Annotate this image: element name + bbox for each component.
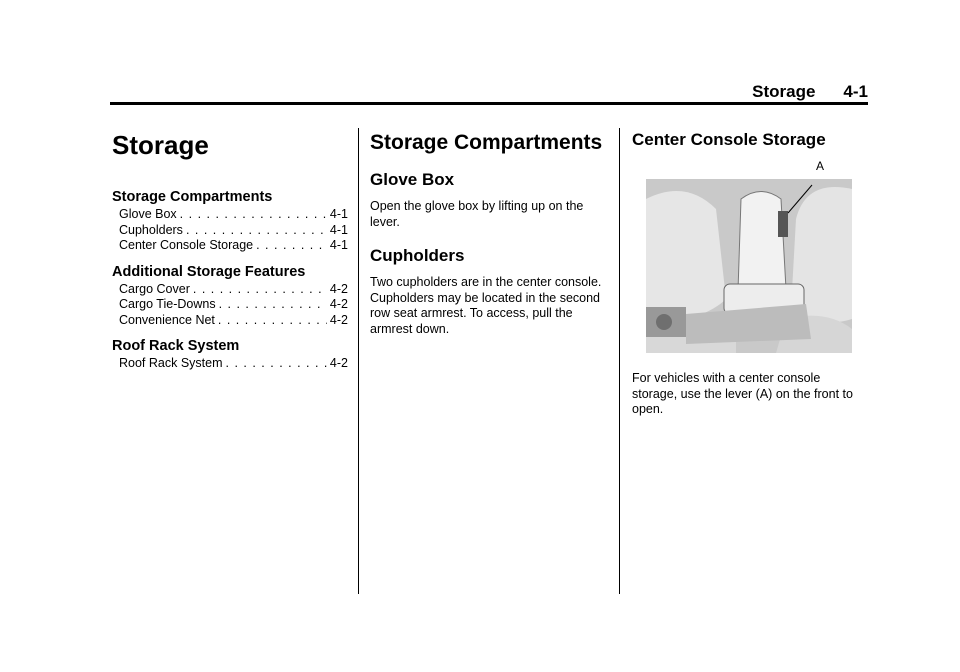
dot-leader [256,238,327,254]
cupholders-heading: Cupholders [370,246,465,265]
center-console-figure [632,159,858,359]
center-console-illustration [646,179,852,353]
toc-entry-label: Cargo Tie-Downs [119,297,216,311]
chapter-title: Storage [112,130,209,160]
toc-heading: Additional Storage Features [112,263,306,280]
toc-entry-page: 4-1 [329,222,348,237]
toc-entry-glove-box[interactable] [112,207,348,223]
dot-leader [218,313,327,329]
header-section: Storage [752,82,816,101]
figure-callout-a: A [816,159,825,173]
toc-entry-label: Cargo Cover [119,281,190,296]
toc-entry-page: 4-2 [329,356,348,370]
toc-entry-label: Convenience Net [119,312,215,327]
toc-entry-label: Cupholders [119,222,183,237]
dot-leader [186,223,327,239]
toc-entry-label: Center Console Storage [119,238,254,252]
toc-entry-convenience-net[interactable] [112,313,348,329]
glove-box-heading: Glove Box [370,170,455,189]
toc-section [112,189,348,254]
center-console-text: For vehicles with a center console storage, use the lever (A) on the front to open. [632,371,853,416]
middle-column [370,124,608,353]
dot-leader [180,207,327,223]
toc-entry-cargo-cover[interactable] [112,282,348,298]
header-rule [110,102,868,105]
toc-entry-page: 4-2 [329,297,348,311]
toc-entry-center-console-storage[interactable] [112,238,348,254]
toc-entry-label: Roof Rack System [119,356,223,370]
toc-entry-page: 4-2 [329,281,348,296]
column-divider [619,128,620,594]
toc-heading: Roof Rack System [112,338,240,354]
header-page-number: 4-1 [843,82,868,101]
toc-heading: Storage Compartments [112,189,273,205]
dot-leader [226,356,327,372]
toc-entry-page: 4-1 [329,207,348,221]
dot-leader [193,282,327,298]
right-column [632,124,864,434]
toc-section [112,338,348,372]
dot-leader [219,297,327,313]
page-header [110,80,868,102]
glove-box-text: Open the glove box by lifting up on the lever. [370,199,584,229]
center-console-heading: Center Console Storage [632,130,826,149]
cupholders-text: Two cupholders are in the center console. Cupholders may be located in the second row seat armrest. To access, pull the armrest down. [370,275,602,336]
toc-entry-cargo-tie-downs[interactable] [112,297,348,313]
toc-entry-page: 4-2 [329,312,348,327]
toc-entry-cupholders[interactable] [112,223,348,239]
toc-entry-roof-rack-system[interactable] [112,356,348,372]
toc-entry-label: Glove Box [119,207,177,221]
toc-entry-page: 4-1 [329,238,348,252]
toc-column [112,124,348,382]
section-title: Storage Compartments [370,131,603,154]
toc-section [112,264,348,329]
column-divider [358,128,359,594]
